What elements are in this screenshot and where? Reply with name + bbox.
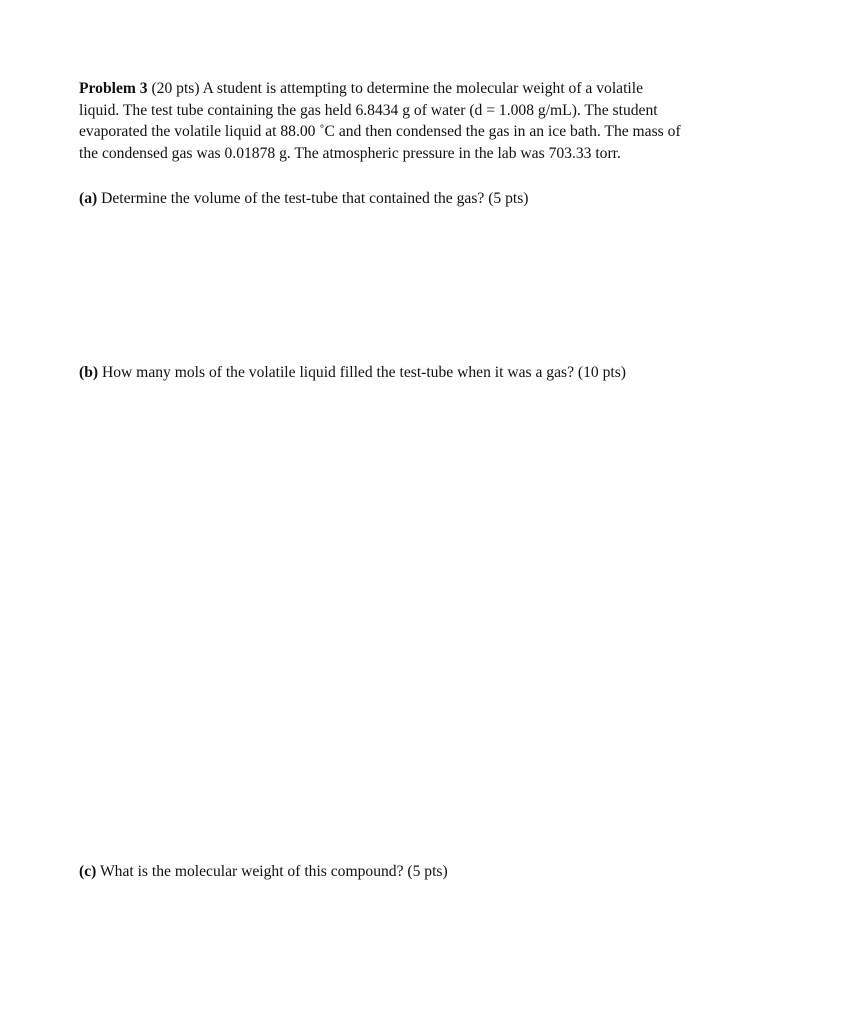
problem-text-line-1: A student is attempting to determine the molecular weight of a volatile bbox=[202, 80, 644, 97]
problem-text-line-4: the condensed gas was 0.01878 g. The atmospheric pressure in the lab was 703.33 torr. bbox=[79, 144, 621, 162]
question-c-label: (c) bbox=[79, 863, 97, 880]
question-c-text: What is the molecular weight of this compound? (5 pts) bbox=[99, 863, 448, 880]
question-b-text: How many mols of the volatile liquid filled the test-tube when it was a gas? (10 pts) bbox=[101, 364, 626, 381]
question-a-label: (a) bbox=[79, 190, 98, 207]
problem-statement-line-1 bbox=[79, 78, 729, 100]
question-b bbox=[79, 362, 626, 383]
problem-text-line-3: evaporated the volatile liquid at 88.00 ˚C and then condensed the gas in an ice bath. The mass of bbox=[79, 123, 681, 140]
problem-title: Problem 3 bbox=[79, 80, 148, 97]
problem-text-line-2: liquid. The test tube containing the gas held 6.8434 g of water (d = 1.008 g/mL). The student bbox=[79, 101, 658, 119]
question-b-label: (b) bbox=[79, 364, 99, 381]
problem-points: (20 pts) bbox=[151, 80, 200, 97]
question-c bbox=[79, 861, 448, 882]
question-a-text: Determine the volume of the test-tube that contained the gas? (5 pts) bbox=[101, 190, 529, 207]
question-a bbox=[79, 188, 528, 209]
problem-statement bbox=[79, 78, 729, 164]
